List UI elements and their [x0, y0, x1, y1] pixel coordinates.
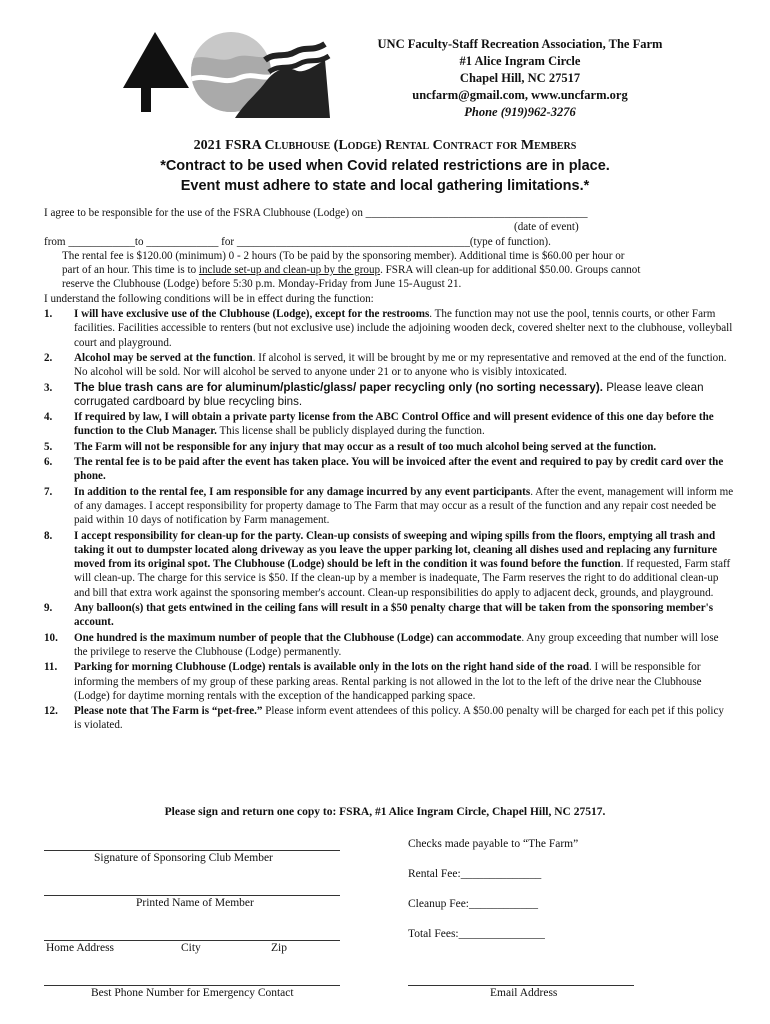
condition-number: 11.	[44, 661, 58, 674]
condition-number: 6.	[44, 456, 53, 469]
signature-line	[44, 850, 340, 851]
condition-item	[44, 455, 734, 484]
condition-item	[44, 660, 734, 703]
condition-item	[44, 351, 734, 380]
signature-label: Signature of Sponsoring Club Member	[94, 852, 273, 864]
printed-name-label: Printed Name of Member	[136, 897, 254, 909]
condition-text: Any balloon(s) that gets entwined in the ceiling fans will result in a $50 penalty charge that will be taken from the sponsoring member's account.	[74, 602, 714, 629]
email-line	[408, 985, 634, 986]
condition-text: The blue trash cans are for aluminum/plastic/glass/ paper recycling only (no sorting necessary). Please leave clean corrugated cardboard by blue recycling bins.	[74, 380, 704, 408]
org-name: UNC Faculty-Staff Recreation Association, The Farm	[377, 37, 663, 51]
condition-item	[44, 381, 734, 410]
condition-number: 1.	[44, 308, 53, 321]
return-instruction: Please sign and return one copy to: FSRA, #1 Alice Ingram Circle, Chapel Hill, NC 27517.	[164, 806, 606, 818]
condition-text: Parking for morning Clubhouse (Lodge) rentals is available only in the lots on the right hand side of the road. I will be responsible for informing the members of my group of these parking areas. Rental parking is not allowed in the lot to the left of the drive near the Clubhouse (Lodge) for daytime morning rentals with the exception of the handicapped parking space.	[74, 661, 702, 702]
conditions-intro: I understand the following conditions will be in effect during the function:	[44, 292, 374, 305]
phone-label: Best Phone Number for Emergency Contact	[91, 987, 294, 999]
condition-text: One hundred is the maximum number of people that the Clubhouse (Lodge) can accommodate. Any group exceeding that number will lose the privilege to reserve the Clubhouse (Lodge) permanently.	[74, 631, 719, 658]
condition-text: Alcohol may be served at the function. If alcohol is served, it will be brought by me or my representative and removed at the end of the function. No alcohol will be sold. Nor will alcohol be served to anyone under 21 or to anyone who is visibly intoxicated.	[74, 351, 727, 379]
condition-text: The Farm will not be responsible for any injury that may occur as a result of too much alcohol being served at the function.	[74, 440, 657, 453]
condition-item	[44, 529, 734, 600]
document-title	[0, 136, 770, 196]
org-address-line2: Chapel Hill, NC 27517	[459, 71, 581, 85]
condition-number: 10.	[44, 631, 58, 644]
from-line: from ____________to _____________ for __________________________________________(type of function).	[44, 235, 551, 248]
email-label: Email Address	[490, 987, 558, 999]
printed-name-line	[44, 895, 340, 896]
condition-text: In addition to the rental fee, I am responsible for any damage incurred by any event participants. After the event, management will inform me of any damages. I accept responsibility for property damage to The Farm that may occur as a result of the function and any repair cost needed be paid within 10 days of notification by Farm management.	[74, 485, 734, 527]
org-phone: Phone (919)962-3276	[464, 105, 576, 119]
condition-item	[44, 631, 734, 660]
condition-number: 12.	[44, 705, 58, 718]
farm-logo-icon	[115, 30, 340, 120]
condition-item	[44, 601, 734, 630]
condition-number: 9.	[44, 602, 53, 615]
rental-fee-field: Rental Fee:______________	[408, 868, 542, 880]
phone-line	[44, 985, 340, 986]
conditions-list	[44, 307, 734, 733]
condition-number: 7.	[44, 485, 53, 498]
org-address-line1: #1 Alice Ingram Circle	[459, 54, 581, 68]
address-line	[44, 940, 340, 941]
contract-body	[44, 206, 734, 733]
condition-number: 5.	[44, 440, 53, 453]
home-address-label: Home Address	[46, 942, 115, 954]
condition-text: I will have exclusive use of the Clubhouse (Lodge), except for the restrooms. The function may not use the pool, tennis courts, or other Farm facilities. Facilities accessible to renters (but not exclusive use) include the adjoining wooden deck, covered shelter next to the clubhouse, volleyball court and playground.	[74, 308, 733, 349]
condition-item	[44, 307, 734, 350]
condition-number: 2.	[44, 351, 53, 364]
org-contact: uncfarm@gmail.com, www.uncfarm.org	[412, 88, 628, 102]
title-main: 2021 FSRA Clubhouse (Lodge) Rental Contract for Members	[193, 138, 577, 153]
condition-number: 4.	[44, 411, 53, 424]
date-label: (date of event)	[514, 221, 579, 234]
condition-item	[44, 410, 734, 439]
cleanup-fee-field: Cleanup Fee:____________	[408, 898, 538, 910]
checks-payable-note: Checks made payable to “The Farm”	[408, 838, 579, 850]
condition-item	[44, 704, 734, 733]
condition-text: The rental fee is to be paid after the event has taken place. You will be invoiced after the event and required to pay by credit card over the phone.	[74, 456, 724, 483]
condition-item	[44, 485, 734, 528]
title-covid-note: *Contract to be used when Covid related restrictions are in place.	[160, 158, 610, 174]
organization-header	[360, 36, 680, 121]
condition-text: If required by law, I will obtain a private party license from the ABC Control Office and will present evidence of this one day before the function to the Club Manager. This license shall be publicly displayed during the function.	[74, 411, 714, 438]
total-fees-field: Total Fees:_______________	[408, 928, 545, 940]
agree-line: I agree to be responsible for the use of the FSRA Clubhouse (Lodge) on ________________________________________	[44, 207, 588, 219]
condition-item	[44, 440, 734, 454]
condition-number: 3.	[44, 381, 53, 394]
condition-text: Please note that The Farm is “pet-free.” Please inform event attendees of this policy. A $50.00 penalty will be charged for each pet if this policy is violated.	[74, 705, 724, 732]
title-gathering-note: Event must adhere to state and local gathering limitations.*	[180, 178, 590, 194]
rental-fee-paragraph: The rental fee is $120.00 (minimum) 0 - 2 hours (To be paid by the sponsoring member). Additional time is $60.00 per hour or part of an hour. This time is to include set-up and clean-up by the group. FSRA will clean-up for additional $50.00. Groups cannot reserve the Clubhouse (Lodge) before 5:30 p.m. Monday-Friday from June 15-August 21.	[62, 249, 641, 291]
condition-number: 8.	[44, 529, 53, 542]
condition-text: I accept responsibility for clean-up for the party. Clean-up consists of sweeping and wiping spills from the floors, emptying all trash and taking it out to dumpster located along driveway as you leave the upper parking lot, cleaning all dishes used and replacing any furniture moved from its original spot. The Clubhouse (Lodge) should be left in the condition it was found before the function. If requested, Farm staff will clean-up. The charge for this service is $50. If the clean-up by a member is inadequate, The Farm reserves the right to do additional clean-up and bill that extra work against the sponsoring member's account. Clean-up responsibilities do apply to adjacent deck, grounds, and playground.	[74, 529, 731, 599]
zip-label: Zip	[271, 942, 287, 954]
city-label: City	[181, 942, 201, 954]
